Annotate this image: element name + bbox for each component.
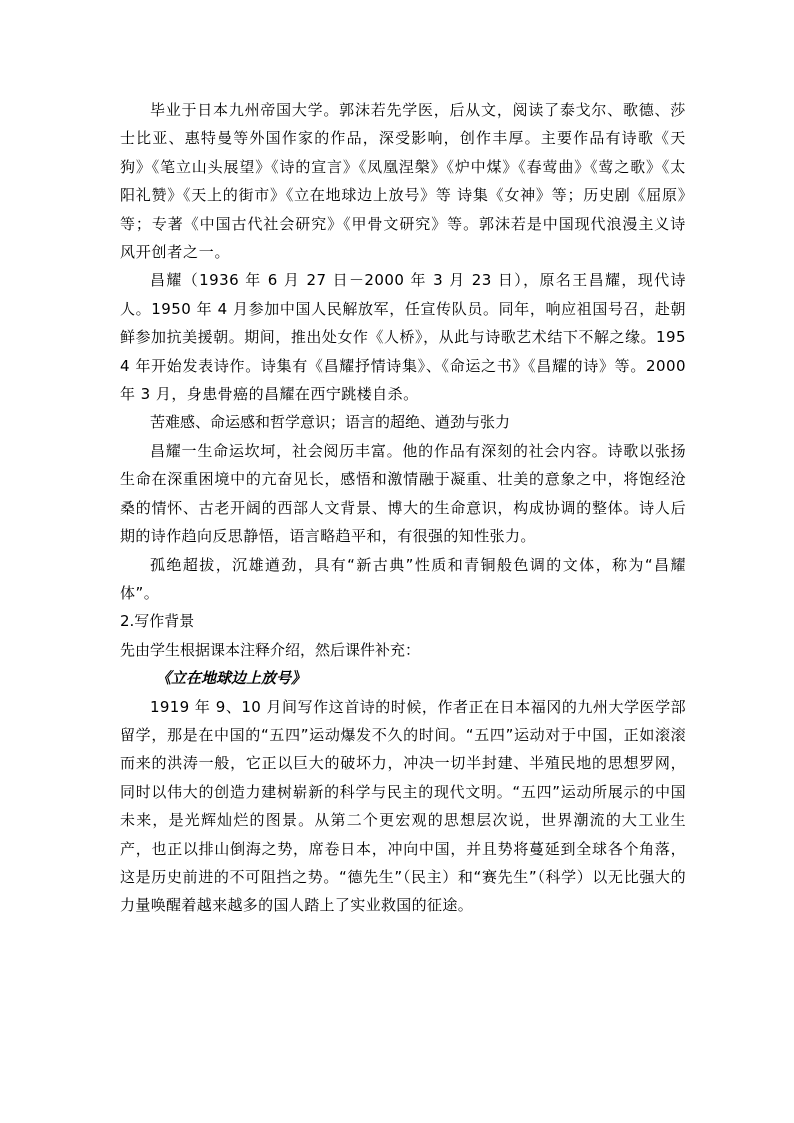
paragraph-guomoruo: 毕业于日本九州帝国大学。郭沫若先学医，后从文，阅读了泰戈尔、歌德、莎士比亚、惠特曼等外国作家的作品，深受影响，创作丰厚。主要作品有诗歌《天狗》《笔立山头展望》《诗的宣言》《凤凰涅槃》《炉中煤》《春莺曲》《莺之歌》《太阳礼赞》《天上的街市》《立在地球边上放号》等 诗集《女神》等；历史剧《屈原》等；专著《中国古代社会研究》《甲骨文研究》等。郭沫若是中国现代浪漫主义诗风开创者之一。 [120, 101, 686, 262]
paragraph-changyao-style: 孤绝超拔，沉雄遒劲，具有“新古典”性质和青铜般色调的文体，称为“昌耀体”。 [120, 555, 686, 602]
paragraph-changyao-life: 昌耀一生命运坎坷，社会阅历丰富。他的作品有深刻的社会内容。诗歌以张扬生命在深重困境中的亢奋见长，感悟和激情融于凝重、壮美的意象之中，将饱经沧桑的情怀、古老开阔的西部人文背景、博大的生命意识，构成协调的整体。诗人后期的诗作趋向反思静悟，语言略趋平和，有很强的知性张力。 [120, 441, 686, 546]
paragraph-changyao-bio: 昌耀（1936 年 6 月 27 日－2000 年 3 月 23 日），原名王昌耀，现代诗人。1950 年 4 月参加中国人民解放军，任宣传队员。同年，响应祖国号召，赴朝鲜参加抗美援朝。期间，推出处女作《人桥》，从此与诗歌艺术结下不解之缘。1954 年开始发表诗作。诗集有《昌耀抒情诗集》、《命运之书》《昌耀的诗》等。2000 年 3 月，身患骨癌的昌耀在西宁跳楼自杀。 [120, 271, 686, 404]
section-heading: 2.写作背景 [120, 612, 195, 631]
paragraph-style-summary: 苦难感、命运感和哲学意识；语言的超绝、遒劲与张力 [150, 413, 511, 432]
section-intro: 先由学生根据课本注释介绍，然后课件补充： [120, 640, 421, 659]
document-page [120, 96, 686, 920]
poem-title: 《立在地球边上放号》 [156, 669, 307, 688]
paragraph-background: 1919 年 9、10 月间写作这首诗的时候，作者正在日本福冈的九州大学医学部留学，那是在中国的“五四”运动爆发不久的时间。“五四”运动对于中国，正如滚滚而来的洪涛一般，它正以巨大的破坏力，冲决一切半封建、半殖民地的思想罗网，同时以伟大的创造力建树崭新的科学与民主的现代文明。“五四”运动所展示的中国未来，是光辉灿烂的图景。从第二个更宏观的思想层次说，世界潮流的大工业生产，也正以排山倒海之势，席卷日本，冲向中国，并且势将蔓延到全球各个角落，这是历史前进的不可阻挡之势。“德先生”（民主）和“赛先生”（科学）以无比强大的力量唤醒着越来越多的国人踏上了实业救国的征途。 [120, 697, 686, 915]
